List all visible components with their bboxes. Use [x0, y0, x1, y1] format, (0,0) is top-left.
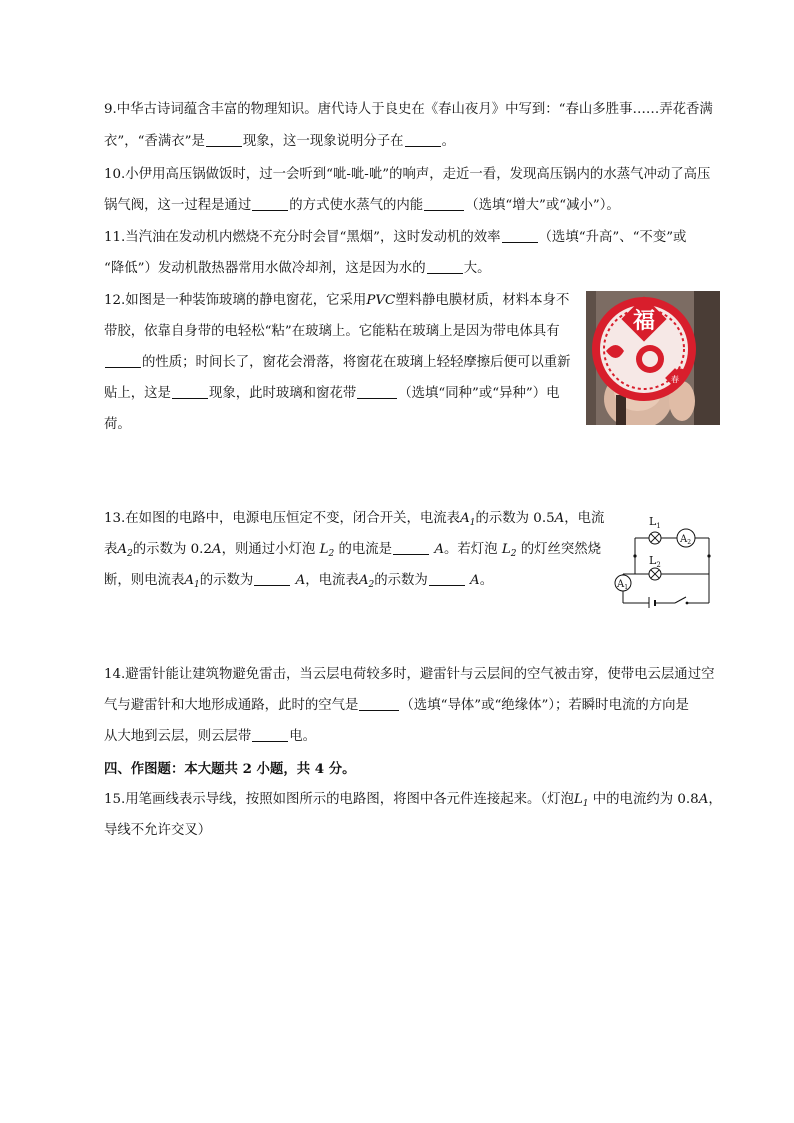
answer-blank[interactable]	[393, 541, 429, 555]
answer-blank[interactable]	[502, 229, 538, 243]
answer-blank[interactable]	[359, 697, 399, 711]
circuit-diagram	[609, 508, 721, 608]
q14-line-2: 气与避雷针和大地形成通路，此时的空气是 （选填“导体”或“绝缘体”）；若瞬时电流的方向是	[104, 698, 689, 713]
q15-line-2: 导线不允许交叉）	[104, 823, 212, 838]
answer-blank[interactable]	[254, 572, 290, 586]
q15-line-1: 15.用笔画线表示导线，按照如图所示的电路图，将图中各元件连接起来。（灯泡$L_1$ 中的电流约为 0.8A，	[104, 792, 722, 809]
q13-line-1: 13.在如图的电路中，电源电压恒定不变，闭合开关，电流表$A_1$的示数为 0.5A，电流	[104, 511, 605, 528]
q14-line-1: 14.避雷针能让建筑物避免雷击，当云层电荷较多时，避雷针与云层间的空气被击穿，使带电云层通过空	[104, 667, 715, 682]
q11-line-2: “降低”）发动机散热器常用水做冷却剂，这是因为水的 大。	[104, 261, 491, 276]
junction-dot	[707, 554, 710, 557]
paper-cut-character: 福	[632, 308, 656, 334]
window-decoration-photo	[586, 291, 720, 425]
answer-blank[interactable]	[172, 385, 208, 399]
q14-line-3: 从大地到云层，则云层带 电。	[104, 729, 317, 744]
q12-line-1: 12.如图是一种装饰玻璃的静电窗花，它采用PVC塑料静电膜材质，材料本身不	[104, 293, 570, 308]
q10-line-1: 10.小伊用高压锅做饭时，过一会听到“呲-呲-呲”的响声，走近一看，发现高压锅内的水蒸气冲动了高压	[104, 167, 711, 182]
lamp-l2-label: $L_2$	[649, 554, 661, 569]
q13-line-3: 断，则电流表$A_1$的示数为 A，电流表$A_2$的示数为 A。	[104, 573, 494, 590]
answer-blank[interactable]	[427, 260, 463, 274]
junction-dot	[633, 554, 636, 557]
svg-text:春: 春	[671, 375, 679, 384]
answer-blank[interactable]	[424, 197, 464, 211]
answer-blank[interactable]	[429, 572, 465, 586]
q12-line-2: 带胶，依靠自身带的电轻松“粘”在玻璃上。它能粘在玻璃上是因为带电体具有	[104, 324, 560, 339]
q9-line-1: 9.中华古诗词蕴含丰富的物理知识。唐代诗人于良史在《春山夜月》中写到：“春山多胜事……弄花香满	[104, 102, 713, 117]
answer-blank[interactable]	[105, 354, 141, 368]
q12-line-4: 贴上，这是 现象，此时玻璃和窗花带 （选填“同种”或“异种”）电	[104, 386, 560, 401]
paper-cut-figure	[586, 291, 720, 425]
q11-line-1: 11.当汽油在发动机内燃烧不充分时会冒“黑烟”，这时发动机的效率 （选填“升高”、“不变”或	[104, 230, 687, 245]
answer-blank[interactable]	[357, 385, 397, 399]
answer-blank[interactable]	[405, 133, 441, 147]
q13-line-2: 表$A_2$的示数为 0.2A，则通过小灯泡 $L_2$ 的电流是 A。若灯泡 $L_2$ 的灯丝突然烧	[104, 542, 602, 559]
q12-line-3: 的性质；时间长了，窗花会滑落，将窗花在玻璃上轻轻摩擦后便可以重新	[104, 354, 571, 372]
ammeter-a2-label: $A_2$	[680, 534, 692, 546]
switch-contact	[686, 602, 689, 605]
answer-blank[interactable]	[252, 728, 288, 742]
ammeter-a1-label: $A_1$	[617, 579, 629, 591]
answer-blank[interactable]	[252, 197, 288, 211]
lamp-l2-symbol	[649, 568, 661, 580]
q10-line-2: 锅气阀，这一过程是通过 的方式使水蒸气的内能 （选填“增大”或“减小”）。	[104, 198, 620, 213]
lamp-l1-label: $L_1$	[649, 515, 661, 530]
lamp-l1-symbol	[649, 532, 661, 544]
answer-blank[interactable]	[206, 133, 242, 147]
q9-line-2: 衣”，“香满衣”是 现象，这一现象说明分子在 。	[104, 134, 455, 149]
section-heading: 四、作图题：本大题共 2 小题，共 4 分。	[104, 761, 356, 777]
q12-line-5: 荷。	[104, 417, 131, 432]
